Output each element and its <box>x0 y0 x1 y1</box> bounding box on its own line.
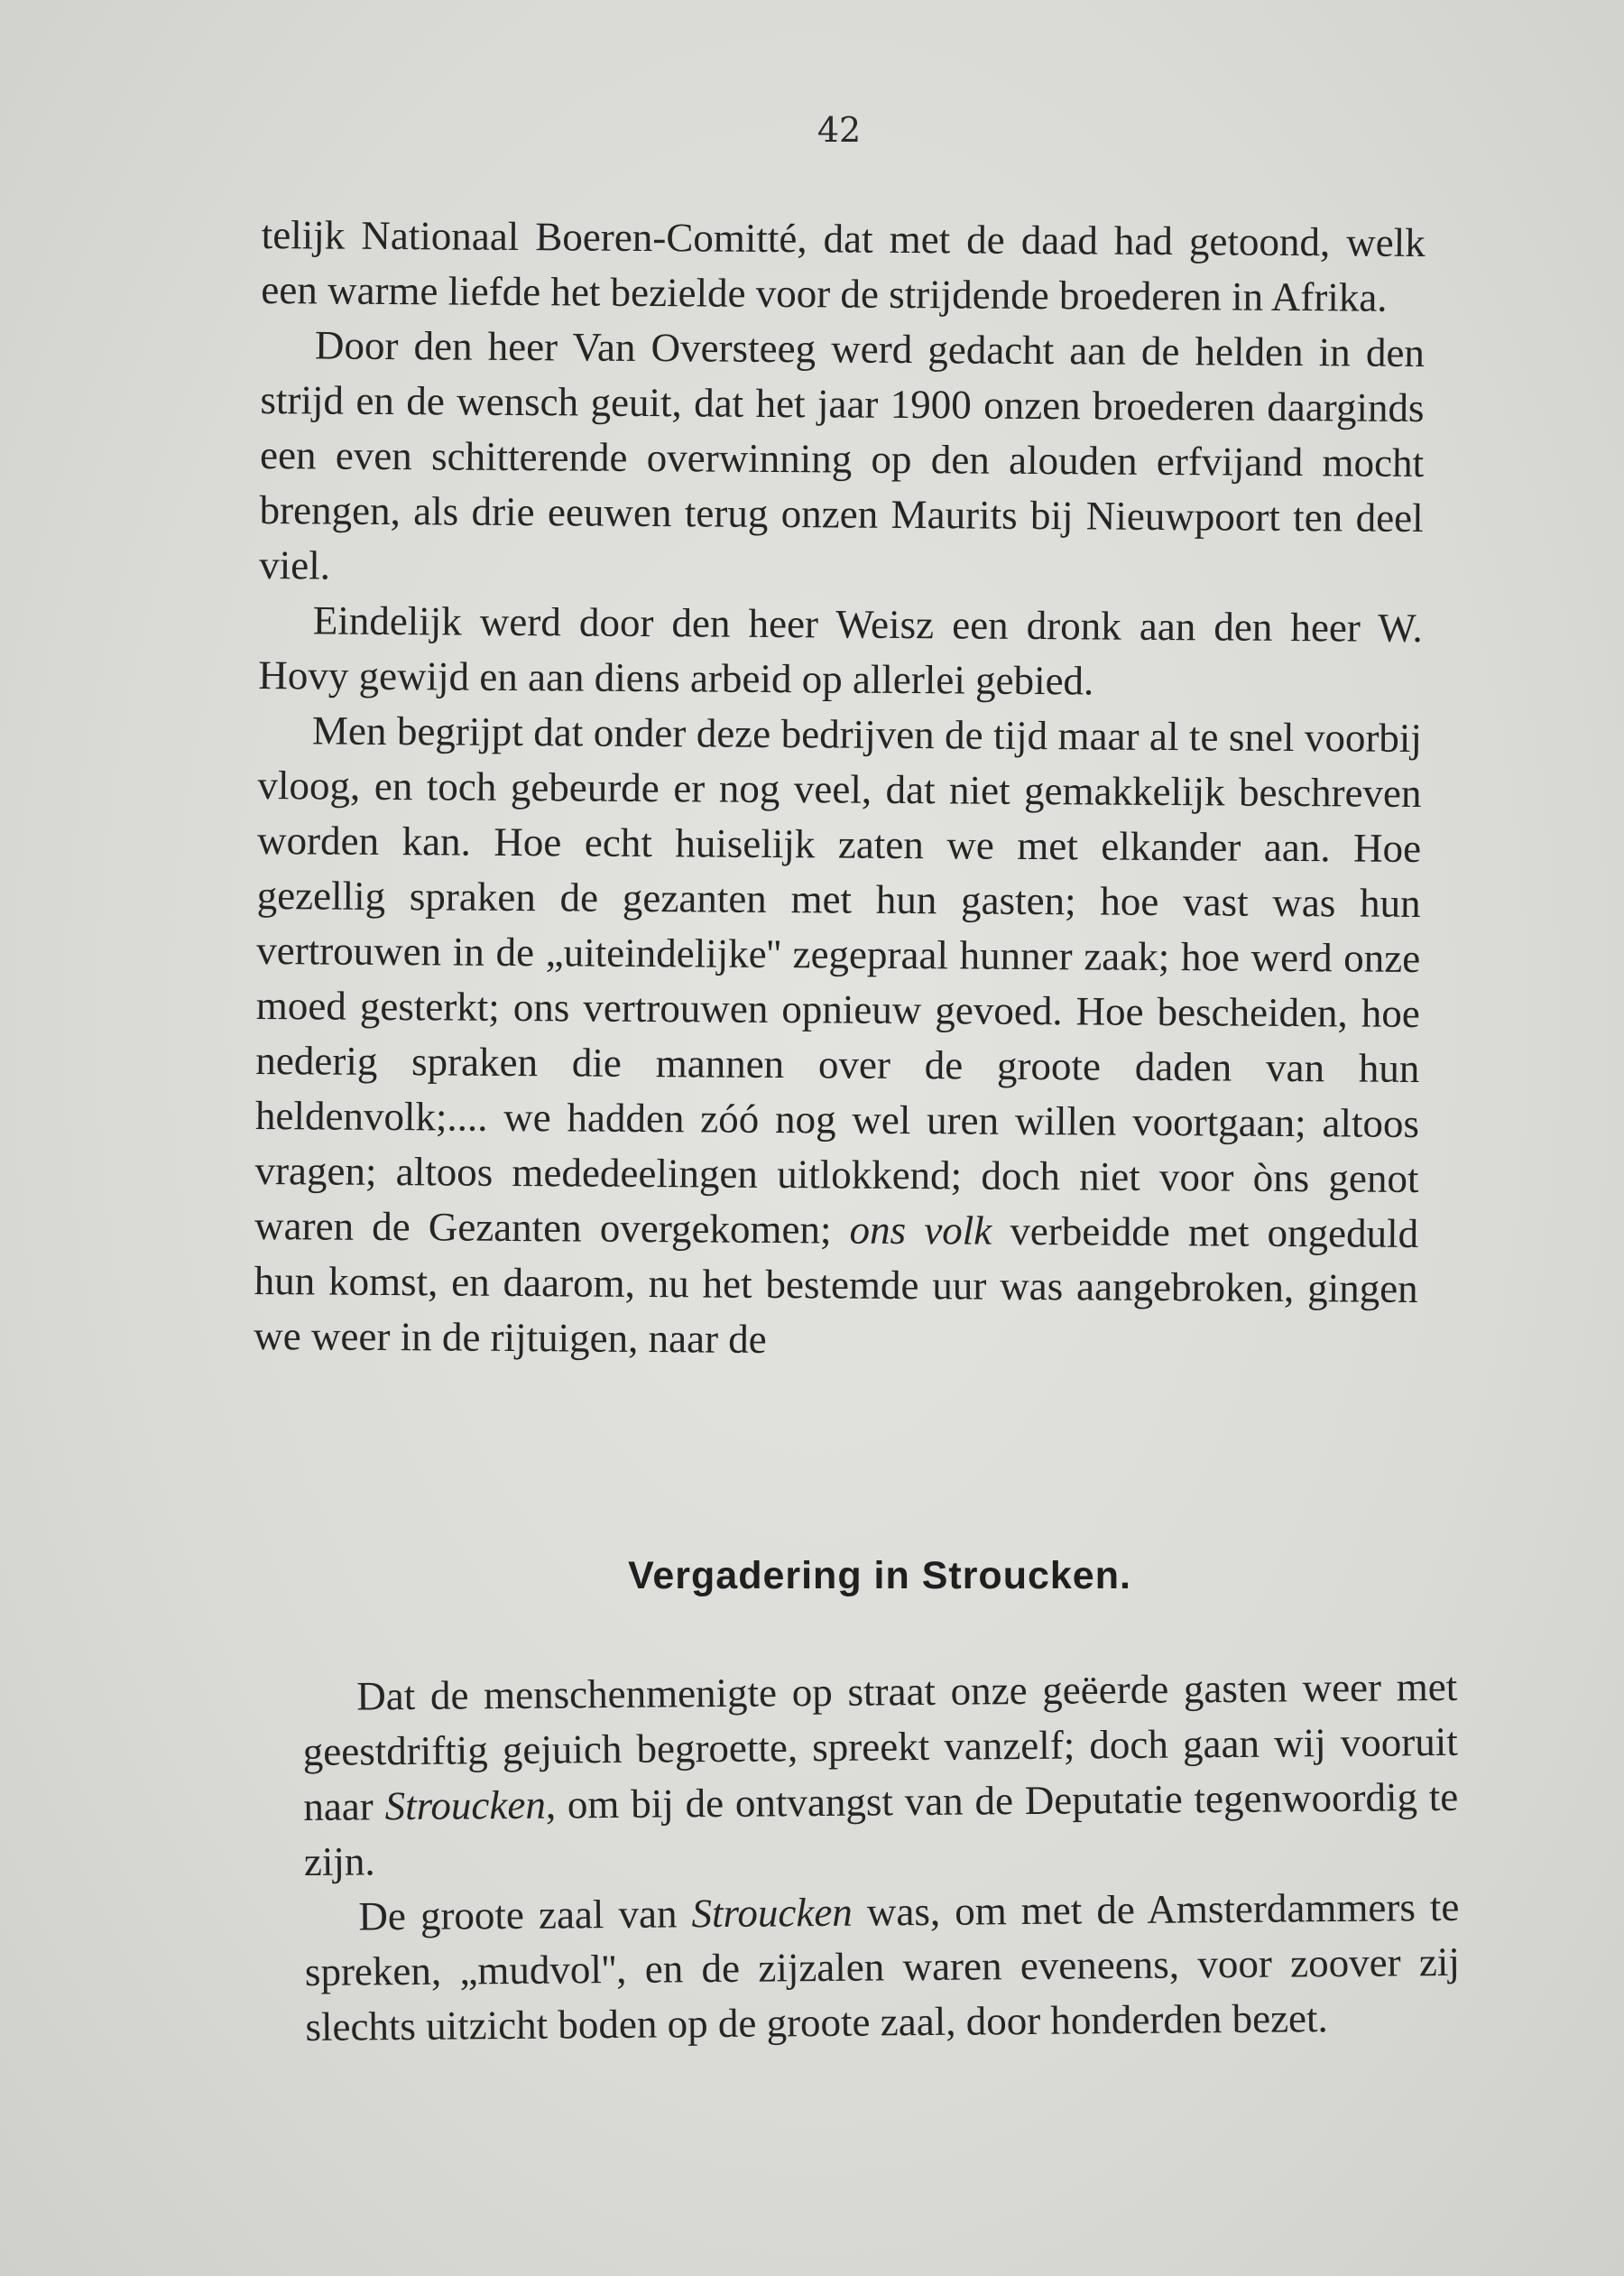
paragraph-crowd <box>302 1660 1459 1890</box>
paragraph-weisz-toast: Eindelijk werd door den heer Weisz een dronk aan den heer W. Hovy gewijd en aan diens arbeid op allerlei gebied. <box>258 597 1423 704</box>
text-section-before-heading <box>254 208 1426 1372</box>
paragraph-van-oversteeg: Door den heer Van Oversteeg werd gedacht aan de helden in den strijd en de wensch geuit, dat het jaar 1900 onzen broederen daarginds een even schitterende overwinning op den alouden erfvijand mocht brengen, als drie eeuwen terug onzen Maurits bij Nieuwpoort ten deel viel. <box>259 322 1426 588</box>
italic-stroucken-1: Stroucken <box>384 1781 547 1829</box>
paragraph-great-hall-text-1: De groote zaal van <box>358 1891 678 1939</box>
paragraph-time-flew-text-2: verbeidde met ongeduld hun komst, en daarom, nu het bestemde uur was aangebroken, gingen we weer in de rijtuigen, naar de <box>254 1207 1419 1362</box>
paragraph-committee: telijk Nationaal Boeren-Comitté, dat met de daad had getoond, welk een warme liefde het bezielde voor de strijdende broederen in Afrika. <box>261 211 1426 320</box>
page-number: 42 <box>817 110 862 150</box>
paragraph-crowd-text-2: , om bij de ontvangst van de Deputatie tegenwoordig te zijn. <box>303 1773 1459 1884</box>
paragraph-time-flew <box>254 703 1422 1372</box>
italic-ons-volk: ons volk <box>849 1207 992 1254</box>
italic-stroucken-2: Stroucken <box>691 1889 854 1937</box>
paragraph-time-flew-text-1: Men begrijpt dat onder deze bedrijven de tijd maar al te snel voorbij vloog, en toch gebeurde er nog veel, dat niet gemakkelijk beschreven worden kan. Hoe echt huiselijk zaten we met elkander aan. Hoe gezellig spraken de gezanten met hun gasten; hoe vast was hun vertrouwen in de „uiteindelijke'' zegepraal hunner zaak; hoe werd onze moed gesterkt; ons vertrouwen opnieuw gevoed. Hoe bescheiden, hoe nederig spraken die mannen over de groote daden van hun heldenvolk;.... we hadden zóó nog wel uren willen voortgaan; altoos vragen; altoos mededeelingen uitlokkend; doch niet voor òns genot waren de Gezanten overgekomen; <box>254 708 1423 1253</box>
paragraph-crowd-text-1: Dat de menschenmenigte op straat onze geëerde gasten weer met geestdriftig gejuich begroette, spreekt vanzelf; doch gaan wij vooruit naar <box>302 1663 1458 1829</box>
section-heading: Vergadering in Stroucken. <box>628 1554 1131 1597</box>
paragraph-great-hall <box>304 1880 1461 2055</box>
text-section-after-heading <box>302 1660 1461 2055</box>
paragraph-great-hall-text-2: was, om met de Amsterdammers te spreken, „mudvol'', en de zijzalen waren eveneens, voor zoover zij slechts uitzicht boden op de groote zaal, door honderden bezet. <box>304 1883 1461 2049</box>
